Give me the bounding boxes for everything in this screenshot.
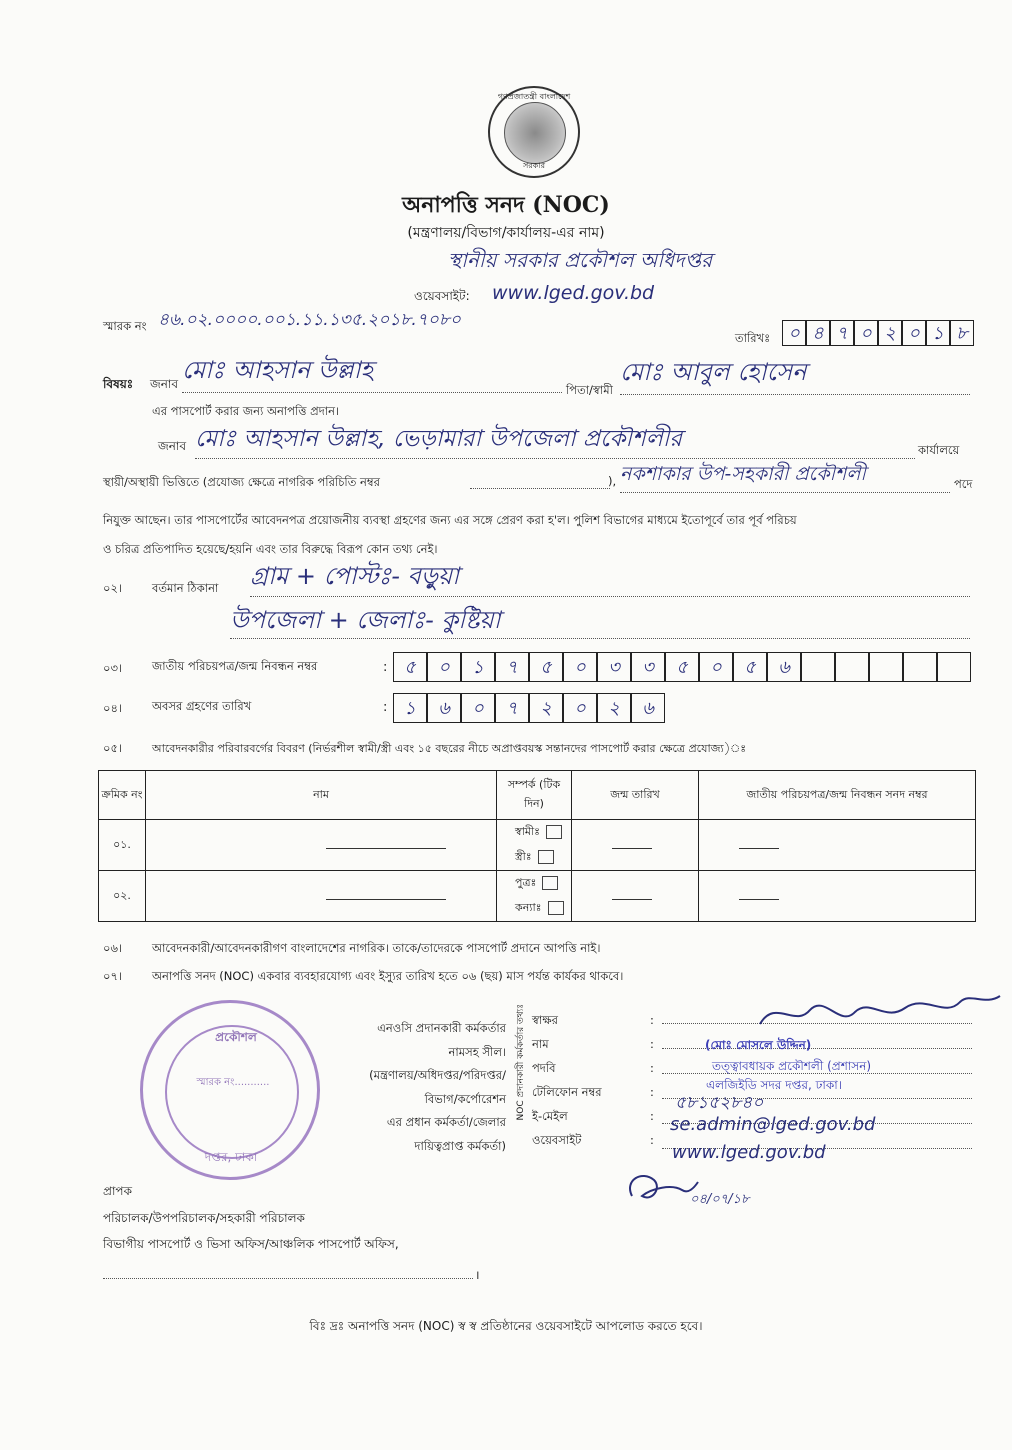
digit-box: ০ (563, 693, 597, 723)
paragraph-line-1: নিযুক্ত আছেন। তার পাসপোর্টের আবেদনপত্র প্রয়োজনীয় ব্যবস্থা গ্রহণের জন্য এর সঙ্গে প্রেরণ করা হ'ল। পুলিশ বিভাগের মাধ্যমে ইতোপূর্বে তার পূর্ব পরিচয় (103, 513, 797, 527)
digit-box: ০ (427, 652, 461, 682)
digit-box: ৬ (631, 693, 665, 723)
applicant-office: মোঃ আহসান উল্লাহ, ভেড়ামারা উপজেলা প্রকৌশলীর (195, 420, 915, 459)
seal-emblem (504, 102, 566, 164)
family-num: ০৫। (103, 741, 123, 755)
address-line-1: গ্রাম + পোস্টঃ- বড়ুয়া (250, 558, 970, 597)
digit-box: ৪ (806, 320, 830, 346)
row-nid (699, 871, 976, 922)
recipient-line-2: বিভাগীয় পাসপোর্ট ও ভিসা অফিস/আঞ্চলিক পাসপোর্ট অফিস, (103, 1237, 399, 1251)
checkbox[interactable] (548, 901, 564, 915)
digit-box: ২ (878, 320, 902, 346)
website-label: ওয়েবসাইট: (414, 289, 470, 303)
office-suffix: কার্যালয়ে (918, 443, 960, 457)
digit-box: ৬ (427, 693, 461, 723)
retirement-colon: : (383, 700, 388, 715)
father-name: মোঃ আবুল হোসেন (620, 354, 970, 395)
permanent-text: স্থায়ী/অস্থায়ী ভিত্তিতে (প্রযোজ্য ক্ষেত্রে নাগরিক পরিচিতি নম্বর (103, 475, 380, 489)
nid-blank (470, 488, 610, 489)
digit-box: ০ (699, 652, 733, 682)
government-seal (488, 86, 580, 178)
digit-box: ৫ (393, 652, 427, 682)
clause-7-text: অনাপত্তি সনদ (NOC) একবার ব্যবহারযোগ্য এবং ইস্যুর তারিখ হতে ০৬ (ছয়) মাস পর্যন্ত কার্যকর থাকবে। (152, 969, 624, 983)
document-subtitle: (মন্ত্রণালয়/বিভাগ/কার্যালয়-এর নাম) (407, 225, 605, 241)
checkbox[interactable] (542, 876, 558, 890)
col-nid: জাতীয় পরিচয়পত্র/জন্ম নিবন্ধন সনদ নম্বর (699, 771, 976, 820)
digit-box: ৫ (529, 652, 563, 682)
row-nid (699, 820, 976, 871)
table-row (99, 820, 976, 871)
issuer-field-labels (532, 1008, 602, 1152)
digit-box: ৭ (495, 693, 529, 723)
digit-box: ০ (461, 693, 495, 723)
issuer-line: বিভাগ/কর্পোরেশন (424, 1091, 506, 1106)
blank-dash (326, 899, 446, 900)
family-table (98, 770, 976, 922)
nid-label: জাতীয় পরিচয়পত্র/জন্ম নিবন্ধন নম্বর (152, 659, 318, 673)
digit-box: ৬ (767, 652, 801, 682)
issuer-line: দায়িত্বপ্রাপ্ত কর্মকর্তা) (414, 1138, 506, 1153)
clause-6-num: ০৬। (103, 941, 123, 955)
relation-label: পুত্রঃ (515, 876, 537, 889)
recipient-bar: । (475, 1268, 480, 1282)
digit-box: ১ (926, 320, 950, 346)
retirement-label: অবসর গ্রহণের তারিখ (152, 699, 252, 713)
row-relation (497, 820, 572, 871)
stamp-line-2: স্মারক নং........... (196, 1077, 270, 1088)
field-label-telephone: টেলিফোন নম্বর (532, 1085, 602, 1099)
digit-box (903, 652, 937, 682)
digit-box (869, 652, 903, 682)
nid-num: ০৩। (103, 661, 123, 675)
officer-name: (মোঃ মোসলে উদ্দিন) (705, 1038, 812, 1052)
stamp-line-1: প্রকৌশল (215, 1030, 257, 1044)
officer-office: এলজিইডি সদর দপ্তর, ঢাকা। (706, 1078, 843, 1092)
field-label-designation: পদবি (532, 1061, 556, 1075)
row-name (146, 820, 497, 871)
checkbox[interactable] (538, 850, 554, 864)
recipient-blank (103, 1278, 473, 1279)
issuer-line: এনওসি প্রদানকারী কর্মকর্তার (377, 1021, 506, 1035)
digit-box: ২ (529, 693, 563, 723)
row-birth-date (572, 871, 699, 922)
digit-box (835, 652, 869, 682)
office-stamp (140, 1000, 320, 1180)
seal-bottom-text: সরকার (522, 161, 545, 170)
issuer-line: এর প্রধান কর্মকর্তা/জেলার (386, 1115, 506, 1129)
col-name: নাম (146, 771, 497, 820)
sign-date: ০৪/০৭/১৮ (690, 1192, 750, 1207)
blank-dash (326, 848, 446, 849)
subject-label: বিষয়ঃ (103, 377, 134, 391)
stamp-line-3: দপ্তর, ঢাকা (204, 1150, 258, 1164)
blank-dash (612, 848, 652, 849)
digit-box (801, 652, 835, 682)
date-boxes (782, 320, 974, 346)
family-label: আবেদনকারীর পরিবারবর্গের বিবরণ (নির্ভরশীল স্বামী/স্ত্রী এবং ১৫ বছরের নীচে অপ্রাপ্তবয়স্ক সন্তানদের পাসপোর্ট করার ক্ষেত্রে প্রযোজ্য)ঃ (152, 742, 747, 755)
recipient-line-1: পরিচালক/উপপরিচালক/সহকারী পরিচালক (103, 1211, 305, 1225)
for-text: এর পাসপোর্ট করার জন্য অনাপত্তি প্রদান। (152, 404, 340, 418)
retirement-num: ০৪। (103, 701, 123, 715)
digit-box: ১ (461, 652, 495, 682)
digit-box: ৭ (495, 652, 529, 682)
website-value: www.lged.gov.bd (492, 282, 655, 304)
digit-box: ০ (563, 652, 597, 682)
field-label-signature: স্বাক্ষর (532, 1013, 558, 1027)
designation-suffix: পদে (954, 477, 973, 491)
digit-box: ৫ (665, 652, 699, 682)
mr-label-2: জনাব (158, 439, 187, 453)
row-serial: ০২. (99, 871, 146, 922)
row-relation (497, 871, 572, 922)
relation-label: কন্যাঃ (515, 901, 542, 914)
address-line-2: উপজেলা + জেলাঃ- কুষ্টিয়া (230, 602, 970, 639)
digit-box: ৩ (597, 652, 631, 682)
nid-colon: : (383, 660, 388, 675)
issuer-line: নামসহ সীল। (448, 1044, 506, 1059)
digit-box: ০ (902, 320, 926, 346)
digit-box: ০ (854, 320, 878, 346)
date-label: তারিখঃ (735, 331, 771, 345)
blank-dash (612, 899, 652, 900)
issuer-line: (মন্ত্রণালয়/অধিদপ্তর/পরিদপ্তর/ (369, 1068, 506, 1082)
col-serial: ক্রমিক নং (99, 771, 146, 820)
field-label-name: নাম (532, 1037, 549, 1051)
address-num: ০২। (103, 581, 123, 595)
memo-label: স্মারক নং (103, 319, 147, 333)
officer-email: se.admin@lged.gov.bd (670, 1114, 876, 1135)
applicant-name: মোঃ আহসান উল্লাহ (182, 352, 562, 393)
clause-7-num: ০৭। (103, 969, 123, 983)
document-title: অনাপত্তি সনদ (NOC) (402, 192, 610, 218)
row-name (146, 871, 497, 922)
footer-note: বিঃ দ্রঃ অনাপত্তি সনদ (NOC) স্ব স্ব প্রতিষ্ঠানের ওয়েবসাইটে আপলোড করতে হবে। (309, 1319, 703, 1333)
row-serial: ০১. (99, 820, 146, 871)
digit-box (937, 652, 971, 682)
digit-box: ৭ (830, 320, 854, 346)
issuer-vertical-label: NOC প্রদানকারী কর্মকর্তার তথ্যঃ (516, 1004, 526, 1121)
col-birth-date: জন্ম তারিখ (572, 771, 699, 820)
digit-box: ৫ (733, 652, 767, 682)
field-label-website: ওয়েবসাইট (532, 1133, 582, 1147)
digit-box: ১ (393, 693, 427, 723)
signature-scribble (755, 988, 1005, 1034)
clause-6-text: আবেদনকারী/আবেদনকারীগণ বাংলাদেশের নাগরিক। তাকে/তাদেরকে পাসপোর্ট প্রদানে আপত্তি নাই। (152, 941, 601, 955)
retirement-boxes (393, 693, 665, 723)
blank-dash (739, 848, 779, 849)
table-row (99, 871, 976, 922)
relation-label: স্বামীঃ (515, 825, 541, 838)
paragraph-line-2: ও চরিত্র প্রতিপাদিত হয়েছে/হয়নি এবং তার বিরুদ্ধে বিরূপ কোন তথ্য নেই। (103, 542, 438, 556)
nid-boxes (393, 652, 971, 682)
family-table-header (99, 771, 976, 820)
issuer-colons: : : : : : : (650, 1013, 654, 1147)
paren-comma: ), (608, 474, 617, 488)
recipient-label: প্রাপক (103, 1184, 132, 1198)
field-label-email: ই-মেইল (532, 1109, 568, 1123)
relation-label: স্ত্রীঃ (515, 850, 532, 863)
checkbox[interactable] (546, 825, 562, 839)
row-birth-date (572, 820, 699, 871)
officer-telephone: ৫৮১৫২৮৪০ (675, 1093, 764, 1113)
memo-number: ৪৬.০২.০০০০.০০১.১১.১৩৫.২০১৮.৭০৮০ (158, 310, 461, 330)
digit-box: ৮ (950, 320, 974, 346)
digit-box: ২ (597, 693, 631, 723)
digit-box: ৩ (631, 652, 665, 682)
blank-dash (739, 899, 779, 900)
officer-website: www.lged.gov.bd (672, 1142, 826, 1163)
officer-title: তত্ত্বাবধায়ক প্রকৌশলী (প্রশাসন) (712, 1059, 872, 1073)
digit-box: ০ (782, 320, 806, 346)
issuer-left-block (316, 1017, 506, 1158)
address-label: বর্তমান ঠিকানা (152, 581, 219, 595)
designation: নকশাকার উপ-সহকারী প্রকৌশলী (620, 460, 950, 493)
seal-top-text: গণপ্রজাতন্ত্রী বাংলাদেশ (497, 92, 571, 101)
father-label: পিতা/স্বামী (566, 383, 613, 397)
office-name: স্থানীয় সরকার প্রকৌশল অধিদপ্তর (447, 248, 713, 272)
mr-label: জনাব (150, 377, 179, 391)
col-relation: সম্পর্ক (টিক দিন) (497, 771, 572, 820)
